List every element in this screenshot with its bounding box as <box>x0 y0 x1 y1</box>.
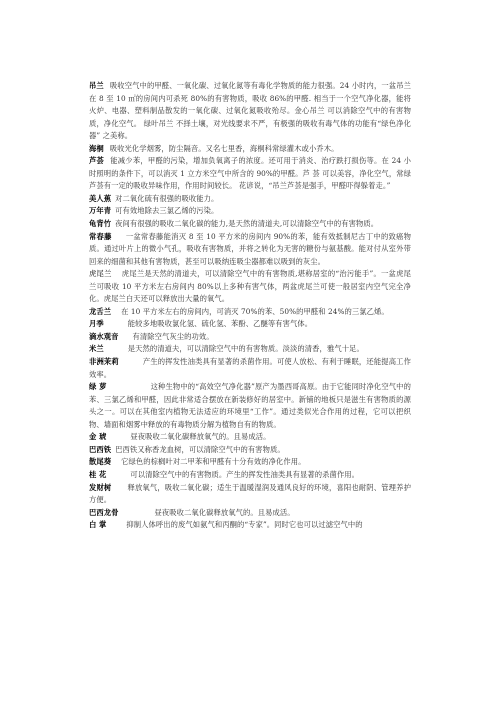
plant-entry <box>89 193 411 206</box>
plant-name: 万年青 <box>89 206 112 216</box>
plant-entry <box>89 519 411 532</box>
plant-name: 绿 萝 <box>89 382 107 392</box>
plant-name: 吊兰 <box>89 81 104 90</box>
plant-description: 对二氧化硫有很强的吸收能力。 <box>115 193 219 203</box>
plant-description: 巴西铁又称香龙血树，可以清除空气中的有害物质。 <box>115 444 285 454</box>
plant-description: 昼夜吸收二氧化碳释放氧气的。且易成活。 <box>154 507 295 517</box>
plant-name: 白 掌 <box>89 520 107 530</box>
document-body <box>89 80 411 532</box>
plant-entry <box>89 306 411 319</box>
plant-entry <box>89 343 411 356</box>
plant-name: 发财树 <box>89 482 112 492</box>
plant-entry <box>89 155 411 193</box>
plant-description: 产生的挥发性油类具有显著的杀菌作用。可使人放松、有利于睡眠，还能提高工作效率。 <box>89 357 411 379</box>
plant-entry <box>89 482 411 507</box>
plant-entry <box>89 143 411 156</box>
plant-description: 释放氧气，吸收二氧化碳；适生于温暖湿润及通风良好的环境，喜阳也耐阴、管理养护方便。 <box>89 482 411 505</box>
plant-description: 虎尾兰是天然的清道夫，可以清除空气中的有害物质,堪称居室的“治污能手”。一盆虎尾兰可吸收 10 平方米左右房间内 80%以上多种有害气体，两盆虎尾兰可使一般居室内空气完全净化。虎尾兰白天还可以释放出大量的氧气。 <box>89 269 411 304</box>
plant-name: 虎尾兰 <box>89 269 112 279</box>
plant-name: 桂 花 <box>89 469 107 479</box>
plant-entry <box>89 80 411 143</box>
plant-name: 滴水观音 <box>89 331 119 341</box>
plant-entry <box>89 268 411 306</box>
plant-description: 吸收空气中的甲醛、一氧化碳、过氧化氮等有毒化学物质的能力很强。24 小时内，一盆吊兰在 8 至 10 ㎡的房间内可杀死 80%的有害物质，吸收 86%的甲醛. 相当于一个空气净化器，能将火炉、电器、塑料制品散发的一氧化碳、过氧化氮吸收殆尽。金心吊兰 可以消除空气中的有害物质，净化空气。 绿叶吊兰 不择土壤，对光线要求不严，有极强的吸收有毒气体的功能有“绿色净化器” 之美称。 <box>89 81 411 141</box>
plant-entry <box>89 381 411 431</box>
plant-entry <box>89 218 411 231</box>
plant-description: 它绿色的棕榈叶对二甲苯和甲醛有十分有效的净化作用。 <box>121 457 306 467</box>
plant-name: 金 琥 <box>89 432 107 442</box>
plant-description: 能减少苯，甲醛的污染，增加负氧离子的浓度。还可用于消炎、治疗跌打损伤等。在 24 小时照明的条件下，可以消灭 1 立方米空气中所含的 90%的甲醛。芦 荟 可以美容，净化空气，常绿芦荟有一定的吸收异味作用，作用时间较长。 花谚说，“吊兰芦荟是强手，甲醛吓得躲着走。” <box>89 156 411 191</box>
plant-entry <box>89 331 411 344</box>
plant-name: 海桐 <box>89 143 104 153</box>
plant-description: 在 10 平方米左右的房间内，可消灭 70%的苯、50%的甲醛和 24%的三氯乙烯。 <box>121 306 389 316</box>
plant-entry <box>89 318 411 331</box>
plant-name: 美人蕉 <box>89 193 112 203</box>
plant-name: 龙舌兰 <box>89 306 112 316</box>
plant-name: 常春藤 <box>89 231 112 241</box>
plant-name: 散尾葵 <box>89 457 112 467</box>
plant-name: 米兰 <box>89 344 104 354</box>
plant-description: 可以清除空气中的有害物质。产生的挥发性油类具有显著的杀菌作用。 <box>130 469 360 479</box>
plant-entry <box>89 469 411 482</box>
plant-entry <box>89 456 411 469</box>
plant-entry <box>89 231 411 269</box>
plant-description: 昼夜吸收二氧化碳释放氧气的。且易成活。 <box>130 432 271 442</box>
plant-description: 抑制人体呼出的废气如氨气和丙酮的“专家”。同时它也可以过滤空气中的 <box>126 520 363 530</box>
plant-name: 巴西铁 <box>89 444 112 454</box>
plant-entry <box>89 356 411 381</box>
plant-name: 芦荟 <box>89 156 105 166</box>
plant-name: 巴西龙骨 <box>89 507 119 517</box>
plant-entry <box>89 431 411 444</box>
plant-name: 龟背竹 <box>89 219 112 229</box>
plant-entry <box>89 444 411 457</box>
plant-description: 是天然的清道夫，可以清除空气中的有害物质。淡淡的清香，雅气十足。 <box>127 344 364 354</box>
plant-description: 可有效地除去三氯乙烯的污染。 <box>115 206 219 216</box>
plant-entry <box>89 507 411 520</box>
plant-description: 能较多地吸收氯化氢、硫化氢、苯酚、乙醚等有害气体。 <box>127 319 313 329</box>
plant-name: 非洲茉莉 <box>89 357 119 367</box>
plant-description: 夜间有很强的吸收二氧化碳的能力,是天然的清道夫,可以清除空气中的有害物质。 <box>115 219 379 229</box>
plant-entry <box>89 205 411 218</box>
plant-description: 一盆常春藤能消灭 8 至 10 平方米的房间内 90%的苯，能有效抵制尼古丁中的致癌物质。通过叶片上的微小气孔，吸收有害物质，并将之转化为无害的糖份与氨基酸。能对付从室外带回来的细菌和其他有害物质，甚至可以吸纳连吸尘器都难以吸到的灰尘。 <box>89 231 411 266</box>
plant-name: 月季 <box>89 319 104 329</box>
plant-description: 吸收光化学烟雾，防尘隔音。又名七里香，海桐科常绿灌木或小乔木。 <box>109 143 339 153</box>
plant-description: 有清除空气灰尘的功效。 <box>132 331 214 341</box>
plant-description: 这种生物中的“高效空气净化器”原产为墨西哥高原。由于它能同时净化空气中的苯、三氯乙烯和甲醛，因此非常适合摆放在新装修好的居室中。新铺的地板只是滋生有害物质的源头之一。可以在其他室内植物无法适应的环境里“工作”。通过类似光合作用的过程，它可以把织物、墙面和烟雾中释放的有毒物质分解为植物自有的物质。 <box>89 382 411 429</box>
